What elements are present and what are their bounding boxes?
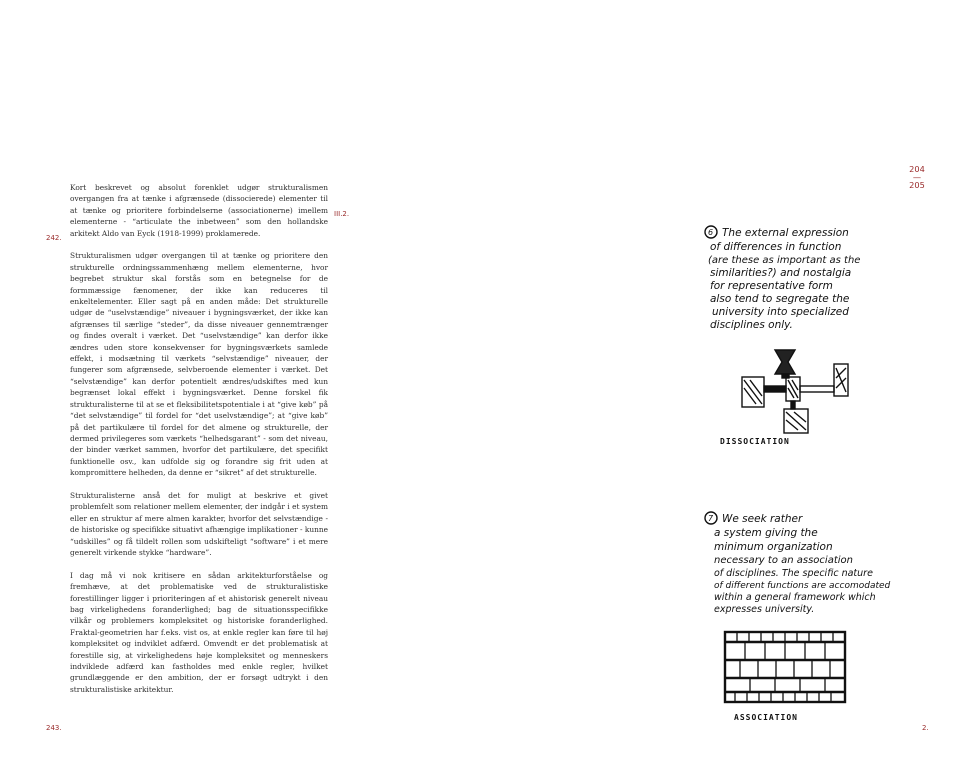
grid-row-4-dividers xyxy=(750,678,825,692)
diagram-top-hourglass xyxy=(775,350,795,374)
diagram-center-hatch xyxy=(788,380,798,398)
note-6-line-7: university into specialized xyxy=(712,306,849,318)
note-6-line-6: also tend to segregate the xyxy=(710,293,850,305)
page-number-divider: — xyxy=(912,172,922,182)
essay-text xyxy=(70,182,328,707)
diagram-bottom-hatch xyxy=(786,412,806,430)
note-6-number: 6 xyxy=(708,228,714,237)
page-number-right: 205 xyxy=(909,180,925,190)
paragraph-3: Strukturalisterne anså det for muligt at beskrive et givet problemfelt som relationer mellem elementer, der indgår i et system eller en struktur af mere almen karakter, hvorfor det selvstændige - de historiske og specifikke situativt afhængige implikationer - kunne “udskilles” og få tildelt rollen som udskifteligt “software” i et mere generelt virkende stykke “hardware”. xyxy=(70,490,328,557)
diagram-bottom-link xyxy=(791,401,795,409)
association-caption: ASSOCIATION xyxy=(734,713,798,722)
margin-ref-243: 243. xyxy=(46,724,62,732)
page-number-left: 204 xyxy=(909,164,925,174)
paragraph-1: Kort beskrevet og absolut forenklet udgør strukturalismen overgangen fra at tænke i afgrænsede (dissocierede) elementer til at tænke og prioritere forbindelserne (associationerne) imellem elementerne - “articulate the inbetween” som den hollandske arkitekt Aldo van Eyck (1918-1999) proklamerede. xyxy=(70,183,328,238)
diagram-right-link xyxy=(800,386,834,392)
grid-row-5-dividers xyxy=(735,692,831,702)
grid-row-3-dividers xyxy=(740,660,830,678)
grid-row-2-dividers xyxy=(745,642,825,660)
note-6-line-2: of differences in function xyxy=(710,241,842,253)
diagram-right-hatch xyxy=(836,368,846,392)
grid-row-1-dividers xyxy=(737,632,833,642)
paragraph-4: I dag må vi nok kritisere en sådan arkitekturforståelse og fremhæve, at det problematiske ved de strukturalistiske forestillinger ligger i prioriteringen af et ahistorisk generelt niveau bag virkelighedens foranderlighed; bag de situationsspecifikke vilkår og problemers kompleksitet og historiske foranderlighed. Fraktal-geometrien har f.eks. vist os, at enkle regler kan føre til høj kompleksitet og indviklet adfærd. Omvendt er det problematisk at forestille sig, at virkelighedens høje kompleksitet og menneskers indviklede adfærd kan fastholdes med enkle regler, hvilket grundlæggende er den ambition, der er forsøgt udtrykt i den strukturalistiske arkitektur. xyxy=(70,570,328,694)
association-diagram xyxy=(725,632,845,702)
note-6-line-1: The external expression xyxy=(722,227,849,239)
note-7-line-8: expresses university. xyxy=(714,604,815,615)
sketch-dissociation xyxy=(700,222,920,452)
note-7-line-3: minimum organization xyxy=(714,541,833,553)
note-7-line-7: within a general framework which xyxy=(714,592,876,603)
sketch-association xyxy=(700,508,930,728)
note-7-line-6: of different functions are accomodated xyxy=(714,581,891,591)
dissociation-caption: DISSOCIATION xyxy=(720,437,790,446)
note-7-line-1: We seek rather xyxy=(722,513,803,525)
page-range xyxy=(896,165,938,190)
note-7-line-2: a system giving the xyxy=(714,527,818,539)
note-7-line-4: necessary to an association xyxy=(714,555,853,566)
note-6-line-5: for representative form xyxy=(710,280,833,292)
note-6-line-3: (are these as important as the xyxy=(708,255,861,266)
margin-ref-2: 2. xyxy=(922,724,929,732)
note-7-line-5: of disciplines. The specific nature xyxy=(714,568,873,579)
paragraph-2: Strukturalismen udgør overgangen til at tænke og prioritere den strukturelle ordningssammenhæng mellem elementerne, hvor begrebet struktur skal forstås som en betegnelse for de formmæssige fænomener, der ikke kan reduceres til enkeltelementer. Eller sagt på en anden måde: Det strukturelle udgør de “uselvstændige” niveauer i bygningsværket, der ikke kan afgrænses til særlige “steder”, da disse niveauer gennemtrænger og findes overalt i værket. Det “uselvstændige” kan derfor ikke ændres uden store konsekvenser for bygningsværkets samlede effekt, i modsætning til værkets “selvstændige” niveauer, der fungerer som afgrænsede, selvberoende elementer i værket. Det “selvstændige” kan derfor potentielt ændres/udskiftes med kun begrænset lokal effekt i bygningsværket. Denne forskel fik strukturalisterne til at se et fleksibilitetspotentiale i at “give køb” på “det selvstændige” til fordel for “det uselvstændige”; at “give køb” på det partikulære til fordel for det almene og strukturelle, der dermed privilegeres som værkets “helhedsgarant” - som det niveau, der binder værket sammen, hvorfor det partikulære, det specifikt funktionelle osv., kan udfolde sig og forandre sig frit uden at kompromittere helheden, da denne er “sikret” af det strukturelle. xyxy=(70,251,328,478)
note-6-line-8: disciplines only. xyxy=(710,319,793,331)
association-sketch-svg xyxy=(700,508,930,728)
dissociation-diagram xyxy=(742,350,848,433)
note-7-number: 7 xyxy=(708,514,714,523)
note-6-line-4: similarities?) and nostalgia xyxy=(710,267,852,279)
margin-ref-iii2: III.2. xyxy=(334,210,350,218)
dissociation-sketch-svg xyxy=(700,222,920,452)
margin-ref-242: 242. xyxy=(46,234,62,242)
diagram-left-hatch xyxy=(744,380,762,404)
diagram-left-link xyxy=(764,386,786,392)
